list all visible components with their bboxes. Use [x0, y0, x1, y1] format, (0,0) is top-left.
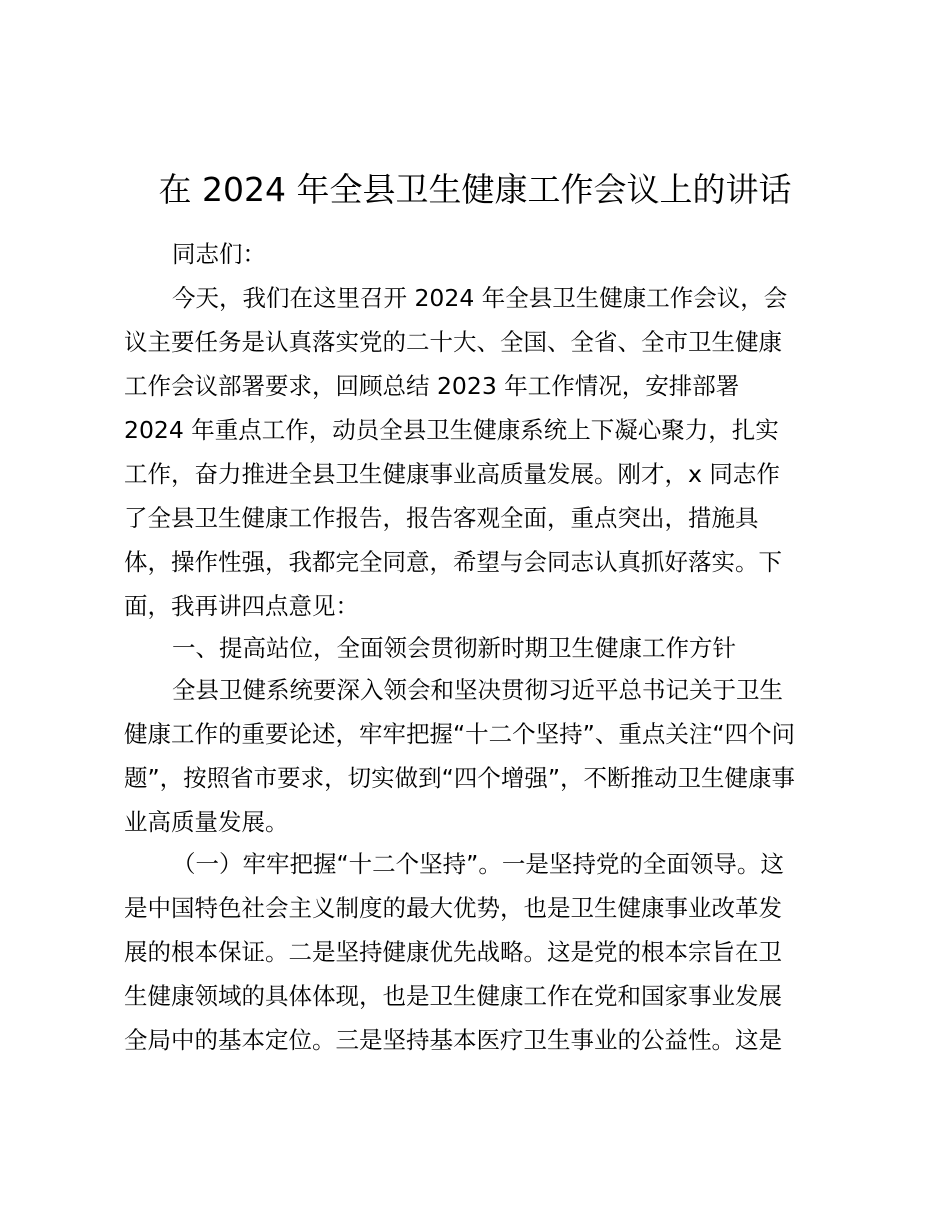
- paragraph-line: 体，操作性强，我都完全同意，希望与会同志认真抓好落实。下: [124, 548, 782, 576]
- document-title: 在 2024 年全县卫生健康工作会议上的讲话: [158, 170, 792, 209]
- paragraph-line: 题”，按照省市要求，切实做到“四个增强”，不断推动卫生健康事: [124, 764, 796, 792]
- subsection-line: （一）牢牢把握“十二个坚持”。一是坚持党的全面领导。这: [172, 850, 784, 878]
- paragraph-line: 今天，我们在这里召开 2024 年全县卫生健康工作会议，会: [172, 284, 788, 312]
- paragraph-line: 生健康领域的具体体现，也是卫生健康工作在党和国家事业发展: [124, 982, 782, 1010]
- paragraph-line: 展的根本保证。二是坚持健康优先战略。这是党的根本宗旨在卫: [124, 938, 782, 966]
- paragraph-line: 健康工作的重要论述，牢牢把握“十二个坚持”、重点关注“四个问: [124, 720, 796, 748]
- paragraph-line: 是中国特色社会主义制度的最大优势，也是卫生健康事业改革发: [124, 894, 782, 922]
- paragraph-line: 了全县卫生健康工作报告，报告客观全面，重点突出，措施具: [124, 504, 759, 532]
- paragraph-line: 全县卫健系统要深入领会和坚决贯彻习近平总书记关于卫生: [172, 676, 783, 704]
- salutation: 同志们：: [172, 240, 266, 268]
- paragraph-line: 工作，奋力推进全县卫生健康事业高质量发展。刚才，x 同志作: [124, 460, 780, 488]
- section-heading: 一、提高站位，全面领会贯彻新时期卫生健康工作方针: [172, 634, 736, 662]
- paragraph-line: 工作会议部署要求，回顾总结 2023 年工作情况，安排部署: [124, 372, 740, 400]
- paragraph-line: 业高质量发展。: [124, 808, 289, 836]
- paragraph-line: 议主要任务是认真落实党的二十大、全国、全省、全市卫生健康: [124, 328, 782, 356]
- paragraph-line: 面，我再讲四点意见：: [124, 592, 359, 620]
- paragraph-line: 全局中的基本定位。三是坚持基本医疗卫生事业的公益性。这是: [124, 1026, 782, 1054]
- paragraph-line: 2024 年重点工作，动员全县卫生健康系统上下凝心聚力，扎实: [124, 416, 779, 444]
